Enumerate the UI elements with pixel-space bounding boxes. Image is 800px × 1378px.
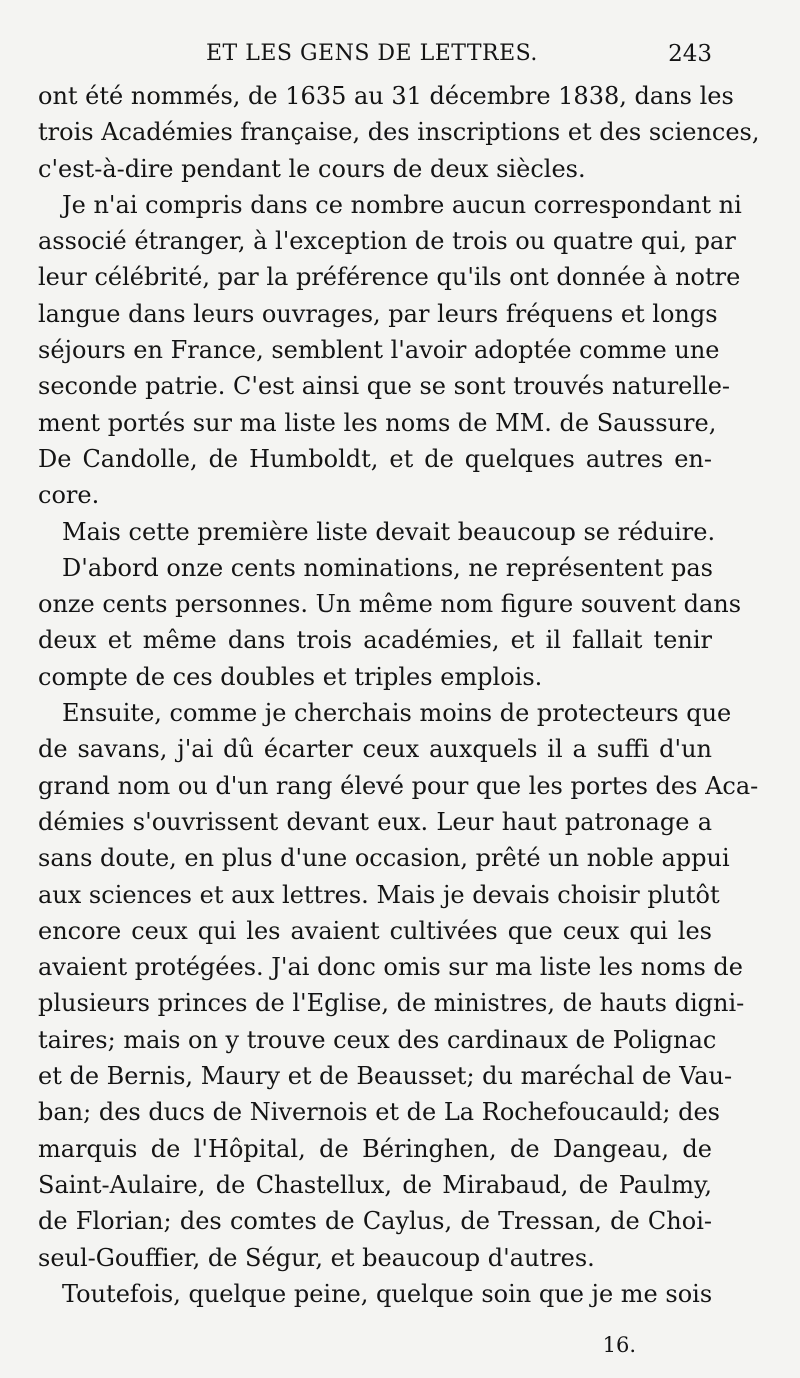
text-line: compte de ces doubles et triples emplois. [38, 662, 543, 691]
text-line: démies s'ouvrissent devant eux. Leur haut patronage a [38, 807, 712, 836]
text-line: langue dans leurs ouvrages, par leurs fréquens et longs [38, 299, 718, 328]
text-line: de Florian; des comtes de Caylus, de Tressan, de Choi- [38, 1207, 712, 1236]
text-line: associé étranger, à l'exception de trois ou quatre qui, par [38, 227, 736, 256]
text-line: plusieurs princes de l'Eglise, de ministres, de hauts digni- [38, 989, 745, 1018]
text-line: grand nom ou d'un rang élevé pour que les portes des Aca- [38, 771, 759, 800]
body-text [38, 78, 760, 1312]
text-line: core. [38, 481, 100, 510]
text-line: leur célébrité, par la préférence qu'ils ont donnée à notre [38, 263, 741, 292]
text-line: deux et même dans trois académies, et il fallait tenir [38, 626, 712, 655]
text-line: seul-Gouffier, de Ségur, et beaucoup d'autres. [38, 1243, 595, 1272]
running-head: ET LES GENS DE LETTRES. [206, 41, 538, 66]
text-line: Saint-Aulaire, de Chastellux, de Mirabaud, de Paulmy, [38, 1170, 712, 1199]
text-line: marquis de l'Hôpital, de Béringhen, de Dangeau, de [38, 1134, 712, 1163]
text-line: Ensuite, comme je cherchais moins de protecteurs que [62, 699, 732, 728]
text-line: c'est-à-dire pendant le cours de deux siècles. [38, 154, 586, 183]
text-line: seconde patrie. C'est ainsi que se sont trouvés naturelle- [38, 372, 731, 401]
text-line: ban; des ducs de Nivernois et de La Rochefoucauld; des [38, 1098, 720, 1127]
text-line: onze cents personnes. Un même nom figure souvent dans [38, 590, 742, 619]
text-line: De Candolle, de Humboldt, et de quelques autres en- [38, 444, 712, 473]
text-line: taires; mais on y trouve ceux des cardinaux de Polignac [38, 1025, 717, 1054]
text-line: encore ceux qui les avaient cultivées que ceux qui les [38, 916, 712, 945]
text-line: ont été nommés, de 1635 au 31 décembre 1838, dans les [38, 82, 734, 110]
text-line: sans doute, en plus d'une occasion, prêté un noble appui [38, 844, 730, 873]
text-line: de savans, j'ai dû écarter ceux auxquels il a suffi d'un [38, 735, 712, 764]
page-header [38, 34, 712, 74]
signature-mark: 16. [602, 1333, 636, 1357]
text-line: séjours en France, semblent l'avoir adoptée comme une [38, 336, 720, 365]
text-line: Toutefois, quelque peine, quelque soin que je me sois [62, 1279, 713, 1308]
text-line: aux sciences et aux lettres. Mais je devais choisir plutôt [38, 880, 720, 909]
text-line: trois Académies française, des inscriptions et des sciences, [38, 118, 760, 147]
text-line: et de Bernis, Maury et de Beausset; du maréchal de Vau- [38, 1062, 733, 1091]
text-line: ment portés sur ma liste les noms de MM. de Saussure, [38, 408, 717, 437]
page-number: 243 [668, 41, 712, 67]
text-line: avaient protégées. J'ai donc omis sur ma liste les noms de [38, 953, 743, 982]
text-line: Mais cette première liste devait beaucoup se réduire. [62, 517, 716, 546]
text-line: D'abord onze cents nominations, ne représentent pas [62, 553, 713, 582]
text-line: Je n'ai compris dans ce nombre aucun correspondant ni [62, 190, 742, 219]
